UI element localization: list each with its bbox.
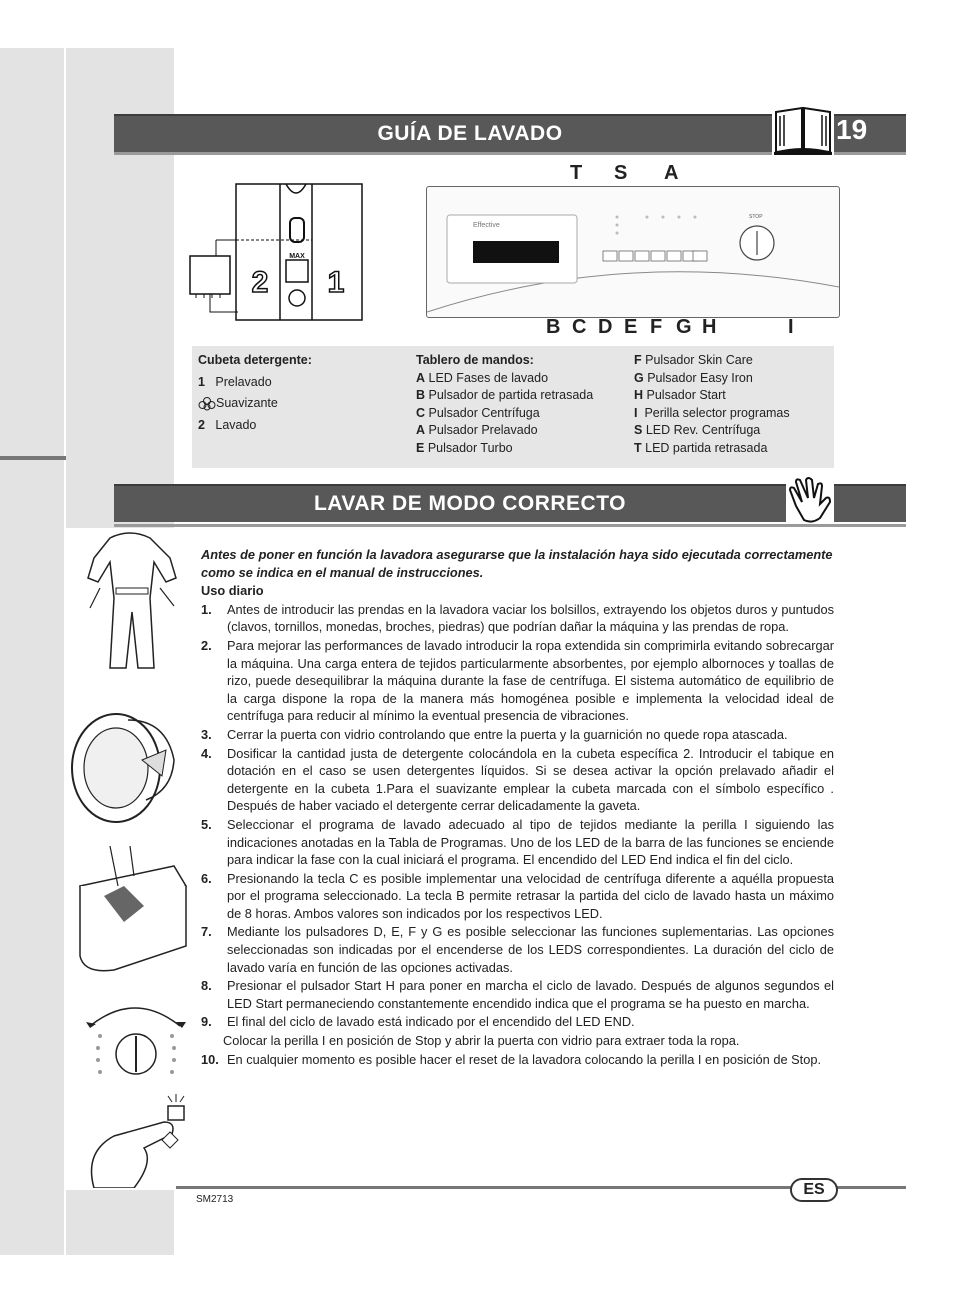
side-rule <box>0 456 66 460</box>
subheading: Uso diario <box>201 583 264 599</box>
instruction-item <box>201 637 834 725</box>
document-code: SM2713 <box>196 1194 234 1205</box>
legend-key: C <box>416 405 426 420</box>
item-text: El final del ciclo de lavado está indicado por el encendido del LED END. <box>227 1014 635 1030</box>
item-number: 9. <box>201 1014 212 1030</box>
item-text: Antes de introducir las prendas en la lavadora vaciar los bolsillos, extrayendo los objetos duros y puntudos (clavos, tornillos, monedas, broches, piedras) que podrían dañar la máquina y las prendas de ropa. <box>227 601 834 635</box>
panel-letter-t: T <box>570 162 583 184</box>
legend-key: F <box>634 353 642 367</box>
section-title: LAVAR DE MODO CORRECTO <box>313 492 626 515</box>
item-number: 6. <box>201 870 212 886</box>
legend-detergent <box>198 352 312 434</box>
item-text: Mediante los pulsadores D, E, F y G es posible seleccionar las funciones suplementarias. Las opciones seleccionadas son indicadas por el encenderse de los LEDS correspondientes. La duración del ciclo de lavado varía en función de las opciones activadas. <box>227 924 834 975</box>
instruction-item <box>201 745 834 815</box>
instruction-item <box>201 1013 834 1031</box>
panel-letter-d: D <box>598 316 613 338</box>
drawer-label-1: 1 <box>327 266 345 299</box>
control-panel-figure <box>426 186 840 318</box>
clothes-pockets-illustration <box>80 528 184 678</box>
instruction-item <box>201 601 834 636</box>
item-number: 8. <box>201 978 212 994</box>
item-text: Cerrar la puerta con vidrio controlando que entre la puerta y la guarnición no quede ropa atascada. <box>227 726 788 742</box>
panel-letter-f: F <box>650 316 663 338</box>
panel-letter-b: B <box>546 316 561 338</box>
item-number: 7. <box>201 924 212 940</box>
instruction-item <box>201 1051 834 1069</box>
item-number: 2. <box>201 637 212 653</box>
page-number: 19 <box>836 114 868 145</box>
legend-text: Prelavado <box>215 374 272 389</box>
book-icon <box>772 104 834 156</box>
legend-text: LED Rev. Centrífuga <box>645 423 761 438</box>
legend-text: Pulsador de partida retrasada <box>428 388 594 403</box>
detergent-drawer-figure <box>186 182 372 324</box>
instruction-item <box>201 923 834 976</box>
legend-key: A <box>416 423 426 438</box>
legend-key: I <box>634 405 638 420</box>
door-glass-illustration <box>66 690 182 830</box>
drawer-label-max: MAX <box>289 253 305 260</box>
item-text: Dosificar la cantidad justa de detergente colocándola en la cubeta específica 2. Introducir el tabique en dotación en el caso se usen detergentes líquidos. Si se desea activar la opción prelavado añadir el detergente en la cubeta 1.Para el suavizante emplear la cubeta marcada con el símbolo específico . Después de haber vaciado el detergente cerrar delicadamente la gaveta. <box>227 745 834 814</box>
legend-text: Pulsador Centrífuga <box>428 405 540 420</box>
legend-text: Pulsador Turbo <box>427 440 513 455</box>
legend-box <box>192 346 834 468</box>
legend-text: LED partida retrasada <box>645 440 768 455</box>
legend-controls-2 <box>634 352 790 458</box>
legend-text: Pulsador Start <box>646 388 726 403</box>
drawer-label-2: 2 <box>251 266 269 299</box>
panel-brand: Effective <box>473 222 500 229</box>
language-badge: ES <box>790 1178 838 1202</box>
panel-letter-a: A <box>664 162 679 184</box>
instructions <box>201 546 834 1068</box>
item-text: Colocar la perilla I en posición de Stop y abrir la puerta con vidrio para extraer toda la ropa. <box>223 1033 740 1049</box>
item-text: Para mejorar las performances de lavado introducir la ropa extendida sin comprimirla evitando sobrecargar la máquina. Una carga entera de tejidos particularmente absorbentes, por ejemplo albornoces y toallas de rizo, puede desequilibrar la máquina durante la fase de centrífuga. El sistema automático de equilibrio de la carga dispone la ropa de la manera más homogénea posible e implementa la velocidad ideal de centrífuga para reducir al mínimo la eventual presencia de vibraciones. <box>227 637 834 724</box>
legend-key: B <box>416 388 426 403</box>
instruction-item <box>201 977 834 1012</box>
legend-heading: Cubeta detergente: <box>198 353 312 367</box>
hand-icon <box>786 476 834 524</box>
flower-icon <box>198 397 216 411</box>
instruction-item <box>201 870 834 923</box>
item-number: 4. <box>201 745 212 761</box>
legend-key: T <box>634 440 642 455</box>
instruction-item <box>201 1032 834 1050</box>
legend-text: Lavado <box>215 417 257 432</box>
header-underline <box>114 524 906 527</box>
item-text: Seleccionar el programa de lavado adecuado al tipo de tejidos mediante la perilla I siguiendo las indicaciones anotadas en la Tabla de Programas. Uno de los LED de la barra de las funciones se enciende para indicar la fase con la cual iniciará el programa. El encendido del LED End indica el fin del ciclo. <box>227 816 834 868</box>
panel-letter-h: H <box>702 316 717 338</box>
legend-key: 2 <box>198 417 205 432</box>
item-text: En cualquier momento es posible hacer el reset de la lavadora colocando la perilla I en posición de Stop. <box>227 1051 821 1067</box>
legend-text: LED Fases de lavado <box>428 370 549 385</box>
legend-key: G <box>634 370 644 385</box>
section-title: GUÍA DE LAVADO <box>377 122 563 145</box>
legend-text: Pulsador Skin Care <box>645 353 753 367</box>
legend-text: Pulsador Prelavado <box>428 423 538 438</box>
program-knob-illustration <box>80 996 190 1086</box>
legend-text: Suavizante <box>216 396 278 411</box>
panel-letter-e: E <box>624 316 638 338</box>
panel-letter-s: S <box>614 162 628 184</box>
legend-heading: Tablero de mandos: <box>416 353 534 367</box>
panel-letter-c: C <box>572 316 587 338</box>
panel-stop: STOP <box>749 214 763 220</box>
detergent-drawer-illustration <box>74 846 190 976</box>
legend-key: A <box>416 370 426 385</box>
item-number: 1. <box>201 601 212 617</box>
item-number: 3. <box>201 726 212 742</box>
legend-text: Pulsador Easy Iron <box>647 370 753 385</box>
start-button-illustration <box>84 1092 188 1188</box>
item-text: Presionando la tecla C es posible implementar una velocidad de centrífuga diferente a aquélla propuesta por el programa seleccionado. La tecla B permite retrasar la partida del ciclo de lavado hasta un máximo de 8 horas. Ambos valores son indicados por los respectivos LED. <box>227 870 834 921</box>
legend-key: H <box>634 388 644 403</box>
intro-text: Antes de poner en función la lavadora asegurarse que la instalación haya sido ejecutada correctamente como se indica en el manual de instrucciones. <box>201 547 833 580</box>
panel-letter-g: G <box>676 316 692 338</box>
instruction-list <box>201 601 834 1068</box>
legend-key: 1 <box>198 374 205 389</box>
instruction-item <box>201 726 834 744</box>
item-number: 10. <box>201 1051 219 1067</box>
legend-controls <box>416 352 593 458</box>
panel-letter-i: I <box>788 316 794 338</box>
legend-key: S <box>634 423 643 438</box>
legend-text: Perilla selector programas <box>644 405 790 420</box>
item-number: 5. <box>201 816 212 832</box>
instruction-item <box>201 816 834 869</box>
item-text: Presionar el pulsador Start H para poner en marcha el ciclo de lavado. Después de algunos segundos el LED Start permaneciendo constantemente encendido indica que el programa se ha puesto en marcha. <box>227 978 834 1011</box>
legend-key: E <box>416 440 425 455</box>
